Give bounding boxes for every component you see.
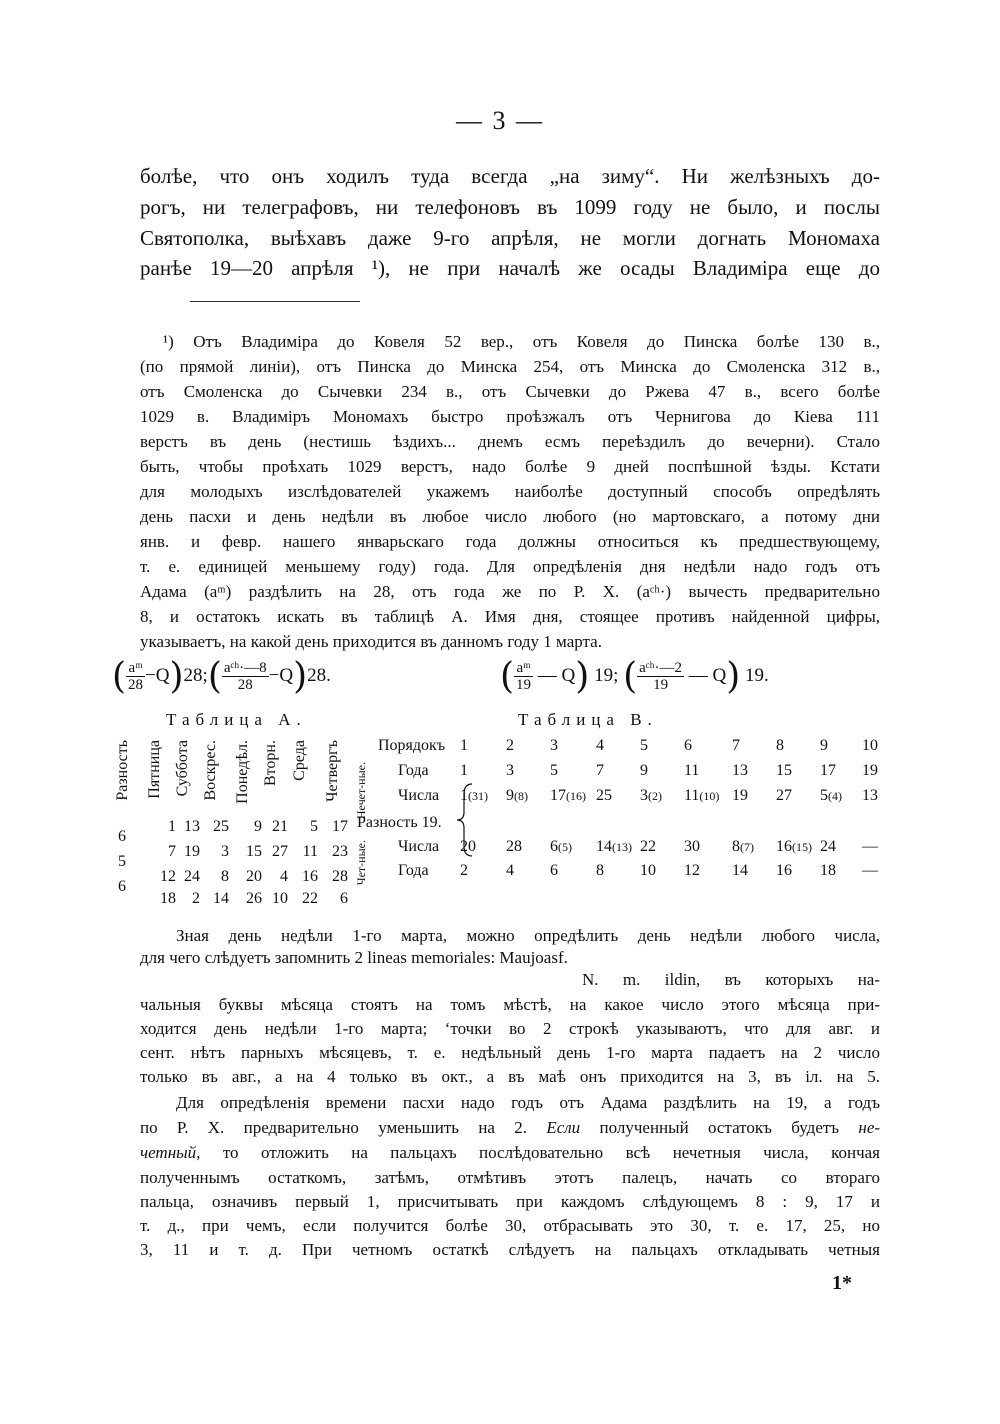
table-a-cell: 13: [184, 818, 200, 835]
table-a-cell: 15: [246, 843, 262, 860]
table-b-even-year-cell: 2: [460, 862, 468, 879]
table-b-even-date-cell: 24: [820, 838, 836, 855]
table-a-header: Разность: [114, 740, 131, 801]
table-b-even-year-cell: 8: [596, 862, 604, 879]
text-line: только въ авг., а на 4 только въ окт., а въ маѣ онъ приходится на 3, въ іл. на 5.: [140, 1067, 880, 1086]
table-b-odd-years-label: Года: [398, 762, 429, 779]
text-line: полученнымъ остаткомъ, затѣмъ, отмѣтивъ этотъ палецъ, начать со втораго: [140, 1168, 880, 1187]
table-b-order-cell: 9: [820, 737, 828, 754]
text-line: сент. нѣтъ парныхъ мѣсяцевъ, т. е. недѣльный день 1-го марта падаетъ на 2 число: [140, 1043, 880, 1062]
table-b-order-cell: 2: [506, 737, 514, 754]
table-b-even-date-cell: 30: [684, 838, 700, 855]
body-line: Святополка, выѣхавъ даже 9-го апрѣля, не могли догнать Мономаха: [140, 226, 880, 250]
table-b-title: Таблица В.: [518, 710, 658, 729]
table-b-odd-date-cell: 1(31): [460, 787, 488, 804]
table-a-cell: 24: [184, 868, 200, 885]
table-b-odd-date-cell: 19: [732, 787, 748, 804]
text-line: пальца, означивъ первый 1, присчитывать при каждомъ слѣдующемъ 8 : 9, 17 и: [140, 1192, 880, 1211]
table-b-even-year-cell: 12: [684, 862, 700, 879]
table-b-odd-date-cell: 3(2): [640, 787, 662, 804]
table-a-diff: 6: [118, 878, 126, 895]
table-a-cell: 25: [213, 818, 229, 835]
footnote-line: Адама (aᵐ) раздѣлить на 28, отъ года же по Р. Х. (aᶜʰ·) вычесть предварительно: [140, 582, 880, 601]
page-number: — 3 —: [456, 106, 544, 135]
table-b-even-dates-label: Числа: [398, 838, 440, 855]
signature-mark: 1*: [832, 1272, 852, 1294]
footnote-line: отъ Смоленска до Сычевки 234 в., отъ Сычевки до Ржева 47 в., всего болѣе: [140, 382, 880, 401]
footnote-line: 1029 в. Владиміръ Мономахъ быстро проѣзжалъ отъ Чернигова до Кіева 111: [140, 407, 880, 426]
table-b-even-year-cell: 16: [776, 862, 792, 879]
table-b-even-date-cell: 8(7): [732, 838, 754, 855]
table-a-header: Пятница: [146, 740, 163, 799]
table-b-odd-date-cell: 25: [596, 787, 612, 804]
table-a-cell: 7: [168, 843, 176, 860]
table-b-even-years-label: Года: [398, 862, 429, 879]
body-line: болѣе, что онъ ходилъ туда всегда „на зиму“. Ни желѣзныхъ до-: [140, 164, 880, 188]
text-line: N. m. ildin, въ которыхъ на-: [582, 970, 880, 989]
table-b-odd-year-cell: 15: [776, 762, 792, 779]
table-b-odd-side-label: Нечет-ные.: [354, 762, 368, 820]
text-line: Для опредѣленія времени пасхи надо годъ отъ Адама раздѣлить на 19, а годъ: [176, 1093, 880, 1112]
table-b-odd-date-cell: 13: [862, 787, 878, 804]
table-b-order-cell: 3: [550, 737, 558, 754]
table-b-odd-year-cell: 9: [640, 762, 648, 779]
table-b-odd-year-cell: 11: [684, 762, 700, 779]
table-a-cell: 18: [160, 890, 176, 907]
table-a-cell: 28: [332, 868, 348, 885]
table-a-cell: 23: [332, 843, 348, 860]
table-a-cell: 4: [280, 868, 288, 885]
table-b-even-date-cell: 6(5): [550, 838, 572, 855]
text-line: т. д., при чемъ, если получится болѣе 30, отбрасывать это 30, т. е. 17, 25, но: [140, 1216, 880, 1235]
table-a-header: Вторн.: [262, 740, 279, 787]
table-b-even-date-cell: 16(15): [776, 838, 812, 855]
table-b-even-year-cell: 18: [820, 862, 836, 879]
table-a-cell: 10: [272, 890, 288, 907]
text-line: 3, 11 и т. д. При четномъ остаткѣ слѣдуетъ на пальцахъ откладывать четныя: [140, 1240, 880, 1259]
footnote-line: указываетъ, на какой день приходится въ данномъ году 1 марта.: [140, 632, 602, 651]
table-a-cell: 3: [221, 843, 229, 860]
table-a-cell: 20: [246, 868, 262, 885]
footnote-line: янв. и февр. нашего январьскаго года должны относиться къ предшествующему,: [140, 532, 880, 551]
table-b-even-year-cell: 10: [640, 862, 656, 879]
footnote-line: (по прямой линіи), отъ Пинска до Минска 254, отъ Минска до Смоленска 312 в.,: [140, 357, 880, 376]
table-a-cell: 26: [246, 890, 262, 907]
footnote-line: ¹) Отъ Владиміра до Ковеля 52 вер., отъ Ковеля до Пинска болѣе 130 в.,: [163, 332, 880, 351]
table-a-cell: 9: [254, 818, 262, 835]
table-a-cell: 1: [168, 818, 176, 835]
footnote-line: для молодыхъ изслѣдователей укажемъ наиболѣе доступный способъ опредѣлять: [140, 482, 880, 501]
table-a-cell: 11: [302, 843, 318, 860]
footnote-line: верстъ въ день (нестишь ѣздихъ... днемъ есмъ переѣздилъ до вечерни). Стало: [140, 432, 880, 451]
table-b-order-cell: 1: [460, 737, 468, 754]
table-b-odd-date-cell: 9(8): [506, 787, 528, 804]
body-line: рогъ, ни телеграфовъ, ни телефоновъ въ 1099 году не было, и послы: [140, 195, 880, 219]
table-a-cell: 8: [221, 868, 229, 885]
table-b-odd-year-cell: 19: [862, 762, 878, 779]
table-a-cell: 17: [332, 818, 348, 835]
table-b-order-cell: 8: [776, 737, 784, 754]
table-b-odd-year-cell: 17: [820, 762, 836, 779]
table-a-header: Суббота: [174, 740, 191, 797]
table-b-odd-year-cell: 1: [460, 762, 468, 779]
table-a-cell: 12: [160, 868, 176, 885]
table-b-even-date-cell: 20: [460, 838, 476, 855]
table-b-even-year-cell: 4: [506, 862, 514, 879]
table-b-order-cell: 5: [640, 737, 648, 754]
table-a-header: Воскрес.: [202, 740, 219, 801]
table-a-cell: 16: [302, 868, 318, 885]
table-a-cell: 22: [302, 890, 318, 907]
table-a-cell: 2: [192, 890, 200, 907]
text-line: четный, то отложить на пальцахъ послѣдовательно всѣ нечетныя числа, кончая: [140, 1143, 881, 1162]
table-b-odd-dates-label: Числа: [398, 787, 440, 804]
table-b-diff-label: Разность 19.: [357, 814, 442, 831]
table-b-even-date-cell: 22: [640, 838, 656, 855]
table-b-odd-date-cell: 17(16): [550, 787, 586, 804]
table-a-cell: 6: [340, 890, 348, 907]
table-b-odd-year-cell: 5: [550, 762, 558, 779]
table-b-odd-year-cell: 13: [732, 762, 748, 779]
footnote-line: т. е. единицей меньшему году) года. Для опредѣленія дня недѣли надо годъ отъ: [140, 557, 880, 576]
table-b-odd-date-cell: 27: [776, 787, 792, 804]
table-b-even-year-cell: —: [862, 862, 878, 879]
table-a-diff: 5: [118, 853, 126, 870]
text-line: для чего слѣдуетъ запомнить 2 lineas memoriales: Maujoasf.: [140, 948, 568, 967]
table-b-even-date-cell: 28: [506, 838, 522, 855]
table-a-cell: 27: [272, 843, 288, 860]
table-a-cell: 19: [184, 843, 200, 860]
table-a-cell: 5: [310, 818, 318, 835]
formula-table-b: ( $\frac{\text{aᵐ}}{19}$ — Q) 19; ( $\frac{\text{aᶜʰ·—2}}{19}$ — Q) 19.: [500, 656, 769, 697]
formula-table-a: ( $\frac{\text{aᵐ}}{28}$ −Q)28;( $\frac{\text{aᶜʰ·—8}}{28}$ −Q)28.: [112, 656, 331, 697]
text-line: чальныя буквы мѣсяца стоятъ на томъ мѣстѣ, на какое число этого мѣсяца при-: [140, 995, 880, 1014]
table-b-even-date-cell: —: [862, 838, 878, 855]
table-b-order-cell: 6: [684, 737, 692, 754]
table-a-header: Четвергъ: [324, 740, 341, 802]
body-line: ранѣе 19—20 апрѣля ¹), не при началѣ же осады Владиміра еще до: [140, 256, 880, 280]
footnote-separator: [190, 301, 360, 302]
table-b-odd-date-cell: 5(4): [820, 787, 842, 804]
table-b-even-year-cell: 6: [550, 862, 558, 879]
table-b-even-year-cell: 14: [732, 862, 748, 879]
table-b-even-date-cell: 14(13): [596, 838, 632, 855]
table-b-odd-date-cell: 11(10): [684, 787, 720, 804]
footnote-line: 8, и остатокъ искать въ таблицѣ А. Имя дня, стоящее противъ найденной цифры,: [140, 607, 880, 626]
footnote-line: день пасхи и день недѣли въ любое число любого (но мартовскаго, а потому дни: [140, 507, 880, 526]
table-a-cell: 14: [213, 890, 229, 907]
table-b-odd-year-cell: 7: [596, 762, 604, 779]
table-b-even-side-label: Чет-ные.: [354, 840, 368, 886]
table-a-cell: 21: [272, 818, 288, 835]
footnote-line: быть, чтобы проѣхать 1029 верстъ, надо болѣе 9 дней поспѣшной ѣзды. Кстати: [140, 457, 880, 476]
table-b-order-cell: 7: [732, 737, 740, 754]
table-a-header: Среда: [291, 740, 308, 781]
text-line: ходится день недѣли 1-го марта; ʻточки во 2 строкѣ указываютъ, что для авг. и: [140, 1019, 880, 1038]
table-b-order-label: Порядокъ: [378, 737, 446, 754]
table-b-order-cell: 10: [862, 737, 878, 754]
text-line: Зная день недѣли 1-го марта, можно опредѣлить день недѣли любого числа,: [176, 926, 880, 945]
table-a-diff: 6: [118, 828, 126, 845]
table-b-odd-year-cell: 3: [506, 762, 514, 779]
text-line: по Р. Х. предварительно уменьшить на 2. Если полученный остатокъ будетъ не-: [140, 1118, 881, 1137]
table-b-order-cell: 4: [596, 737, 604, 754]
table-a-header: Понедѣл.: [234, 740, 251, 804]
table-a-title: Таблица А.: [166, 710, 307, 729]
